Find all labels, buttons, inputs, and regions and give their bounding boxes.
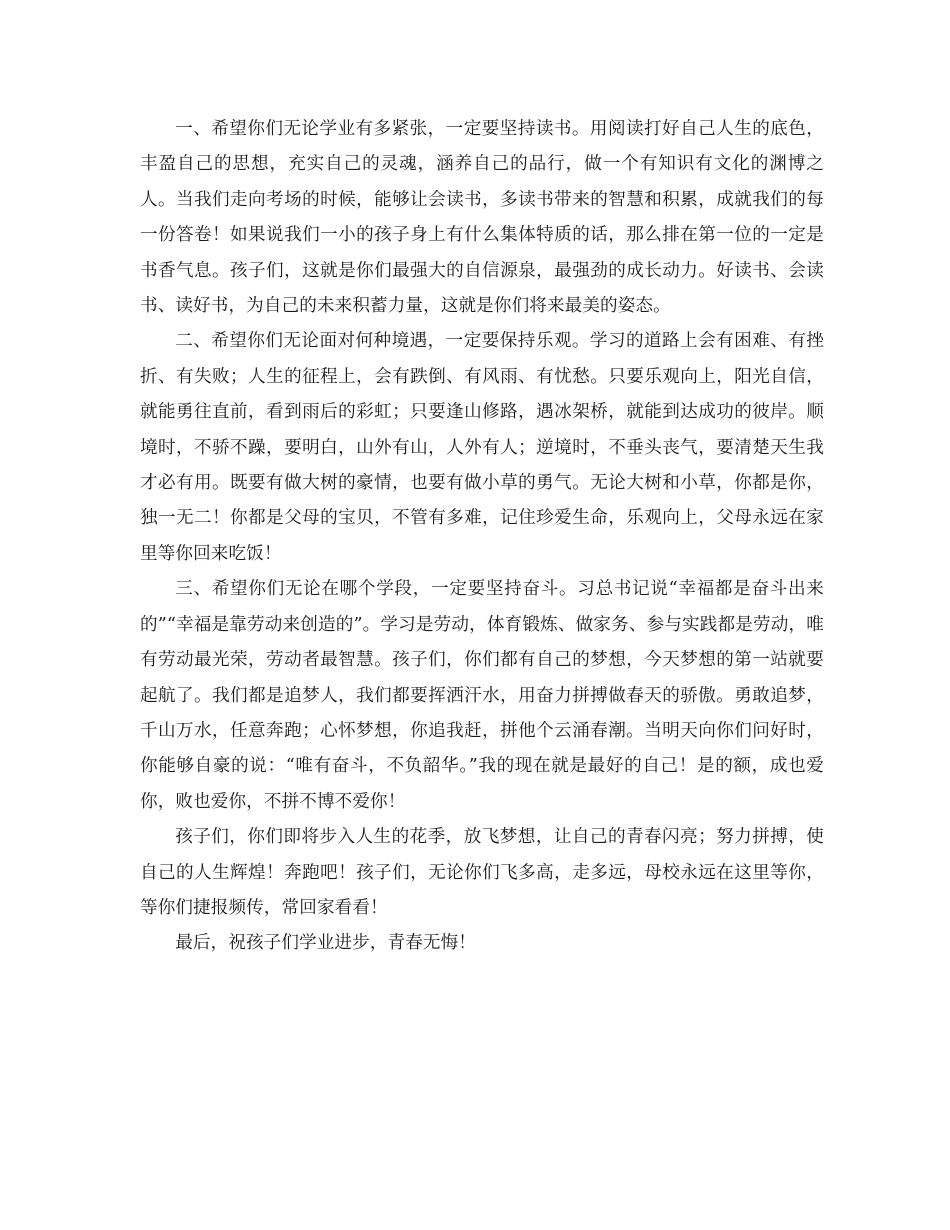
paragraph-closing: 最后，祝孩子们学业进步，青春无悔！ (175, 933, 476, 954)
paragraph-optimism: 二、希望你们无论面对何种境遇，一定要保持乐观。学习的道路上会有困难、有挫折、有失败；人生的征程上，会有跌倒、有风雨、有忧愁。只要乐观向上，阳光自信，就能勇往直前，看到雨后的彩虹；只要逢山修路，遇冰架桥，就能到达成功的彼岸。顺境时，不骄不躁，要明白，山外有山，人外有人；逆境时，不垂头丧气，要清楚天生我才必有用。既要有做大树的豪情，也要有做小草的勇气。无论大树和小草，你都是你，独一无二！你都是父母的宝贝，不管有多难，记住珍爱生命，乐观向上，父母永远在家里等你回来吃饭！ (140, 331, 824, 564)
paragraph-reading: 一、希望你们无论学业有多紧张，一定要坚持读书。用阅读打好自己人生的底色，丰盈自己的思想，充实自己的灵魂，涵养自己的品行，做一个有知识有文化的渊博之人。当我们走向考场的时候，能够让会读书，多读书带来的智慧和积累，成就我们的每一份答卷！如果说我们一小的孩子身上有什么集体特质的话，那么排在第一位的一定是书香气息。孩子们，这就是你们最强大的自信源泉，最强劲的成长动力。好读书、会读书、读好书，为自己的未来积蓄力量，这就是你们将来最美的姿态。 (140, 119, 824, 317)
paragraph-striving: 三、希望你们无论在哪个学段，一定要坚持奋斗。习总书记说“幸福都是奋斗出来的”“幸福是靠劳动来创造的”。学习是劳动，体育锻炼、做家务、参与实践都是劳动，唯有劳动最光荣，劳动者最智慧。孩子们，你们都有自己的梦想，今天梦想的第一站就要起航了。我们都是追梦人，我们都要挥洒汗水，用奋力拼搏做春天的骄傲。勇敢追梦，千山万水，任意奔跑；心怀梦想，你追我赶，拼他个云涌春潮。当明天向你们问好时，你能够自豪的说：“唯有奋斗，不负韶华。”我的现在就是最好的自己！是的额，成也爱你，败也爱你，不拼不博不爱你！ (140, 579, 824, 812)
paragraph-children: 孩子们，你们即将步入人生的花季，放飞梦想，让自己的青春闪亮；努力拼搏，使自己的人生辉煌！奔跑吧！孩子们，无论你们飞多高，走多远，母校永远在这里等你，等你们捷报频传，常回家看看！ (140, 827, 824, 918)
document-body (140, 112, 824, 962)
